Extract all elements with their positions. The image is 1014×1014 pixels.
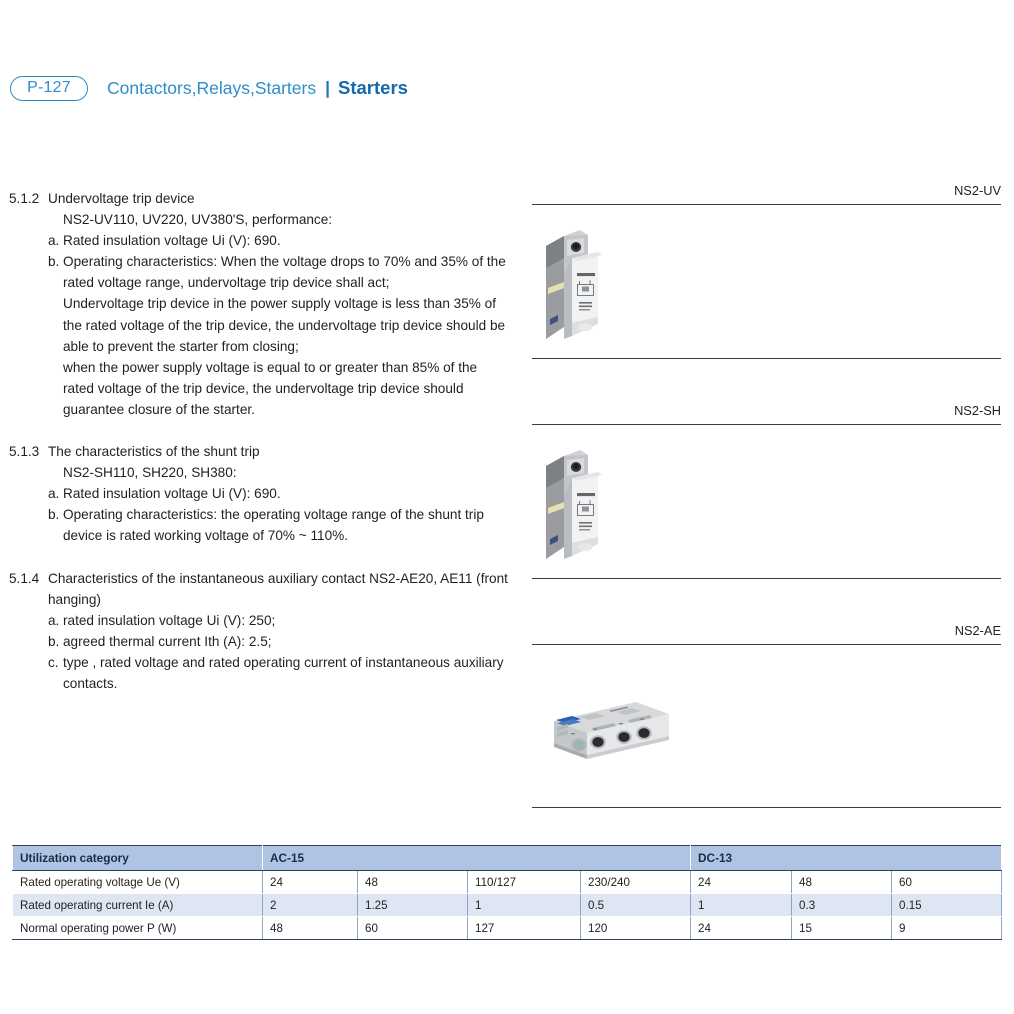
cell: 15 [792,917,892,940]
section-line [48,462,509,483]
ns2-sh-module-photo [536,444,626,569]
breadcrumb-separator: | [325,78,331,98]
line-marker: a. [48,486,60,502]
page-header [0,68,1014,108]
line-text: Rated insulation voltage Ui (V): 690. [63,233,281,249]
panel-divider-bottom [532,358,1001,359]
panel-divider-top [532,644,1001,645]
section-line [48,357,509,420]
product-panel-ns2-ae [532,623,1001,808]
line-text: NS2-SH110, SH220, SH380: [63,465,237,481]
section-spacer [9,420,509,441]
line-marker: b. [48,254,60,270]
ns2-ae-auxiliary-contact-photo [536,697,676,773]
section-title: Characteristics of the instantaneous auxiliary contact NS2-AE20, AE11 (front hanging) [48,570,508,607]
section-body [48,209,509,420]
line-text: type , rated voltage and rated operating current of instantaneous auxiliary contacts. [63,654,504,691]
cell: 1.25 [358,894,468,917]
panel-divider-top [532,424,1001,425]
line-text: NS2-UV110, UV220, UV380'S, performance: [63,212,333,228]
cell: 0.15 [892,894,1002,917]
section-heading [9,568,509,610]
table-header-ac15: AC-15 [263,846,691,871]
section-line [48,483,509,504]
line-marker: a. [48,612,60,628]
cell: 48 [792,871,892,894]
line-text: rated insulation voltage Ui (V): 250; [63,612,276,628]
panel-divider-bottom [532,807,1001,808]
section-heading [9,441,509,462]
specification-text-column [9,188,509,694]
cell: 24 [263,871,358,894]
section-number: 5.1.2 [9,191,40,206]
section-5-1-2 [9,188,509,420]
section-title: The characteristics of the shunt trip [48,444,260,460]
breadcrumb-category[interactable]: Contactors,Relays,Starters [107,78,317,98]
section-5-1-4 [9,568,509,695]
section-line [48,610,509,631]
cell: 0.5 [581,894,691,917]
line-marker: a. [48,233,60,249]
cell: 60 [892,871,1002,894]
panel-divider-bottom [532,578,1001,579]
ns2-uv-module-photo [536,224,626,349]
table-row [13,917,1002,940]
panel-divider-top [532,204,1001,205]
line-text: agreed thermal current Ith (A): 2.5; [63,633,272,649]
table-header-dc13: DC-13 [691,846,1002,871]
line-text: Undervoltage trip device in the power supply voltage is less than 35% of the rated voltage of the trip device, the undervoltage trip device should be able to prevent the starter from closing; [63,296,506,354]
row-label: Normal operating power P (W) [13,917,263,940]
section-line [48,251,509,293]
cell: 60 [358,917,468,940]
line-text: Operating characteristics: the operating voltage range of the shunt trip device is rated working voltage of 70% ~ 110%. [63,507,484,544]
cell: 48 [263,917,358,940]
cell: 120 [581,917,691,940]
cell: 48 [358,871,468,894]
table-row [13,894,1002,917]
section-body [48,462,509,546]
product-panel-ns2-sh [532,403,1001,579]
section-line [48,652,509,694]
product-label: NS2-SH [954,403,1001,418]
table-row [13,871,1002,894]
cell: 0.3 [792,894,892,917]
section-5-1-3 [9,441,509,546]
line-text: Rated insulation voltage Ui (V): 690. [63,486,281,502]
breadcrumb-current: Starters [338,77,408,98]
cell: 230/240 [581,871,691,894]
table-header-utilization-category: Utilization category [13,846,263,871]
cell: 24 [691,917,792,940]
section-body [48,610,509,694]
page-number-badge: P-127 [10,76,88,101]
product-label: NS2-UV [954,183,1001,198]
section-spacer [9,547,509,568]
cell: 2 [263,894,358,917]
cell: 1 [691,894,792,917]
table-header-row [13,846,1002,871]
row-label: Rated operating current Ie (A) [13,894,263,917]
cell: 127 [468,917,581,940]
product-panel-ns2-uv [532,183,1001,359]
section-line [48,209,509,230]
line-marker: b. [48,633,60,649]
cell: 24 [691,871,792,894]
section-line [48,504,509,546]
section-line [48,230,509,251]
product-label: NS2-AE [954,623,1001,638]
row-label: Rated operating voltage Ue (V) [13,871,263,894]
cell: 1 [468,894,581,917]
section-title: Undervoltage trip device [48,191,195,206]
cell: 9 [892,917,1002,940]
section-number: 5.1.3 [9,444,40,460]
section-line [48,631,509,652]
breadcrumb [107,77,408,99]
section-line [48,293,509,356]
section-heading [9,188,509,209]
line-text: when the power supply voltage is equal to or greater than 85% of the rated voltage of the trip device, the undervoltage trip device should guarantee closure of the starter. [63,359,478,417]
cell: 110/127 [468,871,581,894]
utilization-category-table [12,845,1002,940]
line-marker: c. [48,654,59,670]
line-text: Operating characteristics: When the voltage drops to 70% and 35% of the rated voltage range, undervoltage trip device shall act; [63,254,506,291]
section-number: 5.1.4 [9,570,40,586]
line-marker: b. [48,507,60,523]
